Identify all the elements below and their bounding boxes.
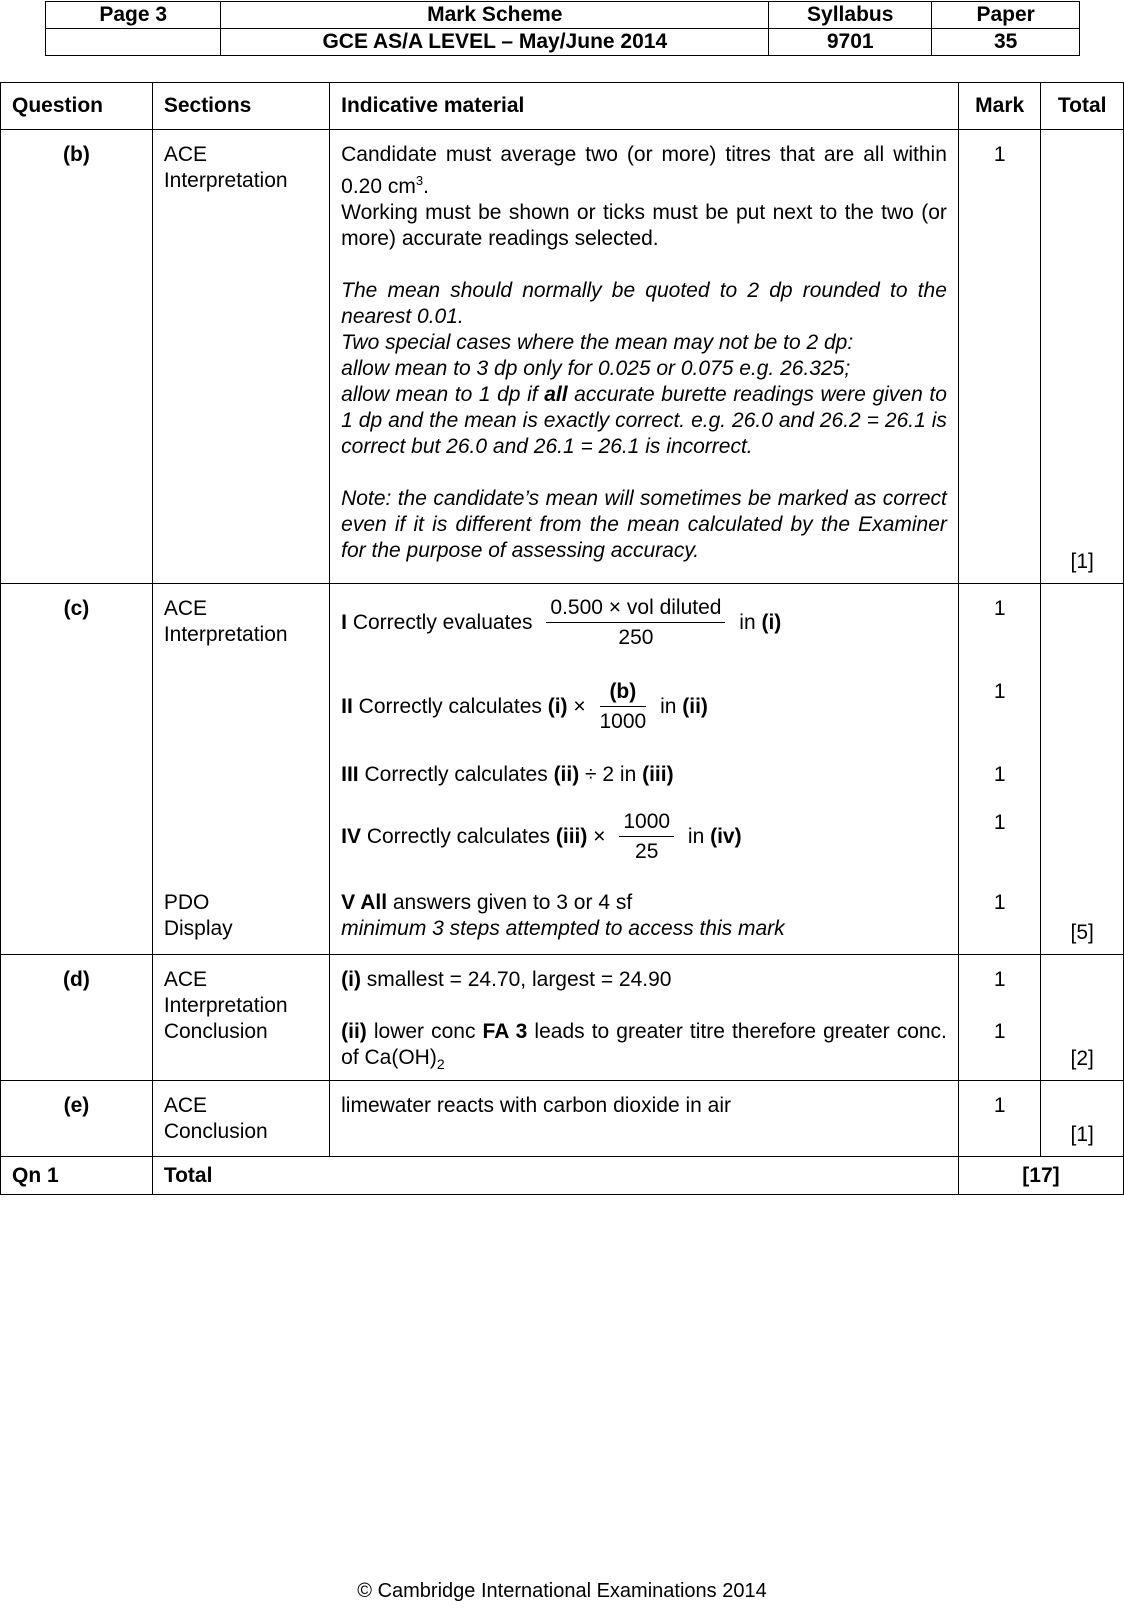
text-line: allow mean to 1 dp if all accurate burette readings were given to 1 dp and the mean is exactly correct. e.g. 26.0 and 26.2 = 26.1 is correct but 26.0 and 26.1 = 26.1 is incorrect.: [341, 383, 947, 458]
text-line: The mean should normally be quoted to 2 dp rounded to the nearest 0.01.: [341, 279, 947, 328]
step-v: V All answers given to 3 or 4 sf minimum 3 steps attempted to access this mark: [341, 891, 785, 940]
question-id: (e): [1, 1081, 153, 1157]
section-label: Interpretation: [163, 169, 288, 192]
sections-cell: [152, 130, 329, 584]
section-label: Display: [163, 917, 233, 940]
question-id: (b): [1, 130, 153, 584]
fraction: $\frac{(b)}{1000}$: [599, 680, 647, 733]
summary-label: Total: [152, 1157, 958, 1195]
table-row: [1, 1081, 1124, 1157]
summary-question: Qn 1: [1, 1157, 153, 1195]
sections-cell: [152, 955, 329, 1081]
mark-cell: 1 1 1 1 1: [958, 584, 1041, 955]
section-label: PDO: [163, 891, 210, 914]
paper-label: Paper: [932, 2, 1080, 29]
section-label: ACE: [163, 968, 208, 991]
sections-cell: [152, 1081, 329, 1157]
col-mark: Mark: [958, 83, 1041, 130]
text-line: Candidate must average two (or more) titres that are all within 0.20 $cm^3$.: [341, 143, 947, 198]
text-line: limewater reacts with carbon dioxide in air: [341, 1094, 731, 1117]
mark-cell: 1: [958, 1081, 1041, 1157]
col-question: Question: [1, 83, 153, 130]
section-label: ACE: [163, 143, 208, 166]
section-label: Interpretation: [163, 623, 288, 646]
summary-total: [17]: [958, 1157, 1123, 1195]
table-row: [1, 955, 1124, 1081]
page-number: Page 3: [46, 2, 221, 29]
step-iii: III Correctly calculates (ii) ÷ 2 in (iii): [341, 763, 674, 786]
summary-row: [1, 1157, 1124, 1195]
empty-cell: [46, 29, 221, 56]
fraction: $\frac{\text{0.500 × vol diluted}}{250}$: [546, 596, 725, 650]
doc-type: Mark Scheme: [221, 2, 769, 29]
total-cell: [1]: [1041, 130, 1124, 584]
paper-number: 35: [932, 29, 1080, 56]
text-line: Two special cases where the mean may not be to 2 dp:: [341, 331, 854, 354]
question-id: (d): [1, 955, 153, 1081]
sections-cell: [152, 584, 329, 955]
mark-scheme-table: [0, 82, 1124, 1195]
mark-cell: 1 1: [958, 955, 1041, 1081]
section-label: Interpretation: [163, 994, 288, 1017]
table-row: [1, 584, 1124, 955]
step-i: I Correctly evaluates $\frac{\text{0.500 × vol diluted}}{250}$ in (i): [341, 596, 782, 649]
text-line: (i) smallest = 24.70, largest = 24.90: [341, 968, 672, 991]
section-label: ACE: [163, 597, 208, 620]
total-cell: [2]: [1041, 955, 1124, 1081]
fraction: $\frac{1000}{25}$: [619, 810, 674, 864]
col-sections: Sections: [152, 83, 329, 130]
table-row: [1, 130, 1124, 584]
header-table: [45, 1, 1080, 56]
total-cell: [5]: [1041, 584, 1124, 955]
copyright-footer: © Cambridge International Examinations 2014: [357, 1580, 767, 1602]
total-cell: [1]: [1041, 1081, 1124, 1157]
syllabus-label: Syllabus: [769, 2, 932, 29]
step-iv: IV Correctly calculates (iii) × $\frac{1000}{25}$ in (iv): [341, 810, 742, 863]
indicative-cell: [330, 584, 959, 955]
col-indicative: Indicative material: [330, 83, 959, 130]
text-line: allow mean to 3 dp only for 0.025 or 0.075 e.g. 26.325;: [341, 357, 851, 380]
indicative-cell: [330, 130, 959, 584]
indicative-cell: [330, 955, 959, 1081]
mark-cell: 1: [958, 130, 1041, 584]
question-id: (c): [1, 584, 153, 955]
section-label: ACE: [163, 1094, 208, 1117]
text-line: Working must be shown or ticks must be put next to the two (or more) accurate readings selected.: [341, 201, 947, 250]
col-total: Total: [1041, 83, 1124, 130]
section-label: Conclusion: [163, 1120, 268, 1143]
text-line: Note: the candidate’s mean will sometimes be marked as correct even if it is different from the mean calculated by the Examiner for the purpose of assessing accuracy.: [341, 487, 947, 562]
syllabus-code: 9701: [769, 29, 932, 56]
indicative-cell: [330, 1081, 959, 1157]
section-label: Conclusion: [163, 1020, 268, 1043]
step-ii: II Correctly calculates (i) × $\frac{(b)}{1000}$ in (ii): [341, 680, 708, 733]
exam-title: GCE AS/A LEVEL – May/June 2014: [221, 29, 769, 56]
text-line: (ii) lower conc FA 3 leads to greater titre therefore greater conc. of $Ca(OH)_2$: [341, 1020, 947, 1073]
